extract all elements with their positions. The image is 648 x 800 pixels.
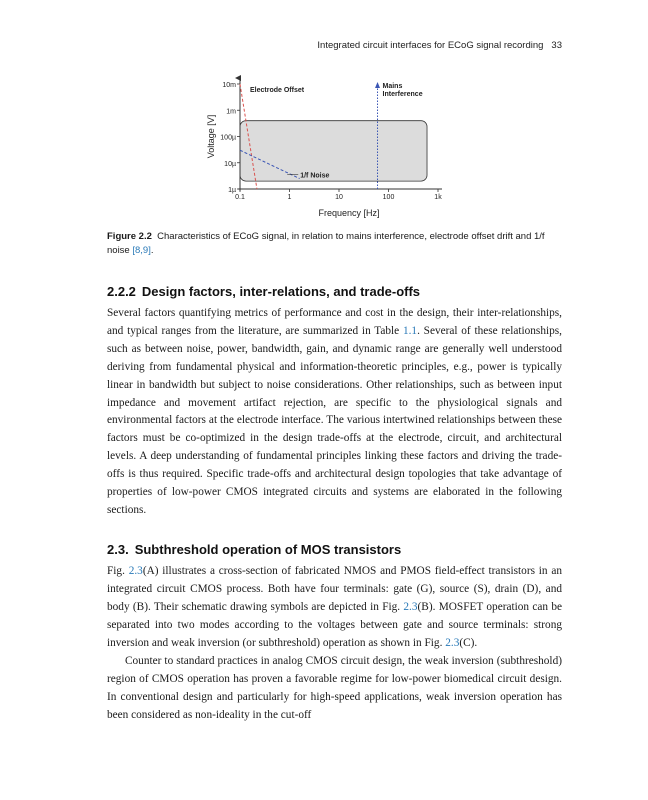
x-axis-title: Frequency [Hz]	[318, 208, 380, 218]
y-tick-label: 100µ	[220, 134, 236, 142]
x-tick-label: 1k	[434, 194, 442, 201]
y-tick-label: 1m	[226, 108, 236, 116]
mains-interference-label: Interference	[382, 91, 423, 98]
text-run: . Several of these relationships, such as between noise, power, bandwidth, gain, and dynamic range are generally well understood deriving from fundamental physical and information-theoretic principles, e.g., power is typically linear in bandwidth but subject to noise considerations. Other relationships, such as between input impedance and movement artifact rejection, are specific to the physiological signals and environmental factors at the electrode interface. The various intertwined relationships between these factors must be co-optimized in the design trade-offs at the electrode, circuit, and architectural levels. A deep understanding of fundamental principles linking these factors and driving the trade-offs is thus required. Specific trade-offs and architectural design topologies that take advantage of properties of low-power CMOS integrated circuits and systems are elaborated in the following sections.	[107, 324, 562, 516]
text-run: (C).	[459, 636, 478, 649]
paragraph-design-factors	[107, 305, 562, 520]
mains-arrow-head	[375, 82, 380, 88]
figure-ref-link[interactable]: 2.3	[403, 600, 418, 613]
y-axis-title: Voltage [V]	[206, 114, 216, 159]
section-title: Design factors, inter-relations, and trade-offs	[141, 284, 421, 299]
paragraph-weak-inversion: Counter to standard practices in analog CMOS circuit design, the weak inversion (subthreshold) region of CMOS operation has proven a favorable regime for low-power biomedical circuit design. In conventional design and particularly for high-speed applications, weak inversion operation has been considered as non-ideality in the cut-off	[107, 655, 562, 721]
signal-region	[240, 121, 427, 181]
x-tick-label: 1	[287, 194, 292, 201]
text-run: Fig.	[107, 565, 129, 577]
section-number: 2.3.	[107, 542, 129, 557]
y-tick-label: 1µ	[228, 187, 236, 194]
caption-citation[interactable]: [8,9]	[132, 245, 151, 256]
table-ref-link[interactable]: 1.1	[402, 324, 418, 337]
section-heading-2-3	[107, 542, 567, 557]
figure-caption: Figure 2.2 Characteristics of ECoG signal, in relation to mains interference, electrode offset drift and 1/f noise [8,9].	[107, 231, 545, 256]
text-run: Several factors quantifying metrics of performance and cost in the design, their inter-relationships, and typical ranges from the literature, are summarized in Table	[107, 307, 562, 337]
ecog-characteristics-chart	[198, 74, 448, 224]
x-tick-label: 10	[335, 194, 343, 201]
mains-interference-label: Mains	[382, 83, 403, 90]
figure-label: Figure 2.2	[107, 231, 152, 242]
paragraph-subthreshold-intro	[107, 563, 562, 653]
x-tick-label: 100	[382, 194, 395, 201]
caption-text: Characteristics of ECoG signal, in relation to mains interference, electrode offset drift and 1/f noise	[107, 231, 545, 256]
figure-ref-link[interactable]: 2.3	[128, 565, 143, 577]
section-title: Subthreshold operation of MOS transistors	[134, 542, 402, 557]
section-heading-2-2-2	[107, 284, 567, 299]
one-f-noise-label: 1/f Noise	[300, 172, 330, 180]
x-tick-label: 0.1	[235, 194, 245, 201]
page-number: 33	[551, 40, 562, 51]
y-tick-label: 10µ	[224, 160, 236, 168]
text-run: (B). MOSFET operation can be separated into two modes according to the voltages between gate and source terminals: strong inversion and weak inversion (or subthreshold) operation as shown in Fig.	[107, 600, 563, 649]
y-tick-label: 10m	[222, 82, 236, 89]
running-header	[0, 40, 562, 51]
running-title: Integrated circuit interfaces for ECoG signal recording	[317, 40, 544, 51]
section-number: 2.2.2	[107, 284, 136, 299]
text-run: (A) illustrates a cross-section of fabricated NMOS and PMOS field-effect transistors in an integrated circuit CMOS process. Both have four terminals: gate (G), source (S), drain (D), and body (B). Their schematic drawing symbols are depicted in Fig.	[107, 565, 562, 613]
electrode-offset-label: Electrode Offset	[250, 87, 305, 94]
figure-ref-link[interactable]: 2.3	[445, 636, 460, 649]
